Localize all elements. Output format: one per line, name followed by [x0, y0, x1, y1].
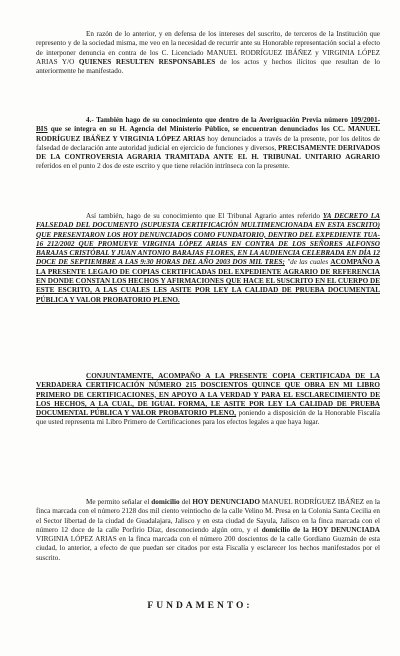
- dom-d: HOY DENUNCIADO: [192, 498, 260, 506]
- tribunal-falsedad: YA DECRETO LA FALSEDAD DEL DOCUMENTO: [36, 212, 380, 230]
- conjuntamente-rest: poniendo a disposición de la Honorable Fiscalía que usted representa mi Libro Primero de Certificaciones para los efectos legales a que haya lugar.: [36, 409, 380, 427]
- intro-text: En razón de lo anterior, y en defensa de los intereses del suscrito, de terceros de la Institución que represento y de la sociedad misma, me veo en la necesidad de recurrir ante su Honorable representación social a efecto de interponer denuncia en contra de los C. Licenciado MANUEL RODRÍGUEZ IBÁÑEZ y VIRGINIA LÓPEZ ARIAS Y/O: [36, 30, 380, 66]
- section-heading: FUNDAMENTO:: [147, 601, 253, 611]
- dom-f: domicilio de la HOY DENUNCIADA: [261, 525, 380, 534]
- averiguacion-number: 109/2001-BIS: [36, 116, 380, 134]
- paragraph-tribunal-text: [36, 212, 380, 305]
- paragraph-4: [36, 116, 380, 172]
- conjuntamente-bold: CONJUNTAMENTE, ACOMPAÑO A LA PRESENTE COPIA CERTIFICADA DE LA VERDADERA CERTIFICACIÓN NÚMERO 215 DOSCIENTOS QUINCE QUE OBRA EN MI LIBRO PRIMERO DE CERTIFICACIONES, EN APOYO A LA VERDAD Y PARA EL ESCLARECIMIENTO DE LOS HECHOS, A LA CUAL, DE IGUAL FORMA, LE ASITE POR LEY LA CALIDAD DE PRUEBA DOCUMENTAL PÚBLICA Y VALOR PROBATORIO PLENO,: [36, 372, 380, 418]
- paragraph-tribunal: [36, 212, 380, 305]
- paragraph-intro: [36, 30, 380, 76]
- paragraph-domicilio-text: [36, 498, 380, 563]
- paragraph-4-text: [36, 116, 380, 172]
- dom-e: MANUEL RODRÍGUEZ IBÁÑEZ en la finca marcada con el número 2128 dos mil ciento veintiocho de la calle Velino M. Presa en la Colonia Santa Cecilia en el Sector libertad de la ciudad de Guadalajara, Jalisco y en esta ciudad de Sayula, Jalisco en la finca marcada con el número 12 doce de la calle Porfirio Díaz, desconociendo algún otro, y el: [36, 498, 381, 534]
- p4-end: referidos en el punto 2 dos de este escrito y que tiene relación intrínseca con la presente.: [36, 162, 290, 171]
- intro-caps: QUIENES RESULTEN RESPONSABLES: [78, 57, 216, 66]
- dom-g: VIRGINIA LÓPEZ ARIAS en la finca marcada con el número 200 doscientos de la calle Gordiano Guzmán de esta ciudad, lo anterior, a efecto de que puedan ser citados por esta Fiscalía y esclarecer los hechos manifestados por el suscrito.: [36, 535, 380, 562]
- p4-derivados: PRECISAMENTE DERIVADOS DE LA CONTROVERSIA AGRARIA TRAMITADA ANTE EL H. TRIBUNAL UNITARIO AGRARIO: [36, 143, 380, 162]
- dom-a: Me permito señalar el: [86, 498, 152, 506]
- p4-body: hoy denunciados a través de la presente, por los delitos de falsedad de declaración ante autoridad judicial en ejercicio de funciones y diversos,: [36, 134, 380, 152]
- dom-b: domicilio: [151, 498, 180, 506]
- paragraph-conjuntamente: [36, 372, 380, 428]
- paragraph-intro-text: [36, 30, 380, 76]
- p4-label: 4.- También hago de su conocimiento que dentro de la Averiguación Previa número: [86, 116, 351, 124]
- paragraph-conjuntamente-text: [36, 372, 380, 428]
- tribunal-intro: Así también, hago de su conocimiento que El Tribunal Agrario antes referido: [86, 212, 323, 220]
- tribunal-quote: "de las cuales: [284, 258, 331, 267]
- dom-c: del: [179, 498, 193, 506]
- tribunal-acompano: ACOMPAÑO A LA PRESENTE LEGAJO DE COPIAS CERTIFICADAS DEL EXPEDIENTE AGRARIO DE REFERENCIA EN DONDE CONSTAN LOS HECHOS Y AFIRMACIONES QUE HACE EL SUSCRITO EN EL CUERPO DE ESTE ESCRITO, A LAS CUALES LES ASITE POR LEY LA CALIDAD DE PRUEBA DOCUMENTAL PÚBLICA Y VALOR PROBATORIO PLENO.: [36, 258, 380, 304]
- intro-rest: de los actos y hechos ilícitos que resultan de lo anteriormente he manifestado.: [36, 57, 380, 76]
- paragraph-domicilio: [36, 498, 380, 563]
- p4-names: que se integra en su H. Agencia del Ministerio Público, se encuentran denunciados los CC. MANUEL RODRÍGUEZ IBÁÑEZ Y VIRGINIA LÓPEZ ARIAS: [36, 125, 380, 143]
- tribunal-detail: (SUPUESTA CERTIFICACIÓN MULTIMENCIONADA EN ESTA ESCRITO) QUE PRESENTARON LOS HOY DENUNCIADOS COMO FUNDATORIO, DENTRO DEL EXPEDIENTE TUA-16 212/2002 QUE PROMUEVE VIRGINIA LÓPEZ ARIAS EN CONTRA DE LOS SEÑORES ALFONSO BARAJAS CRISTÓBAL Y JUAN ANTONIO BARAJAS FLORES, EN LA AUDIENCIA CELEBRADA EN DÍA 12 DOCE DE SEPTIEMBRE A LAS 9:30 HORAS DEL AÑO 2003 DOS MIL TRES;: [36, 221, 380, 267]
